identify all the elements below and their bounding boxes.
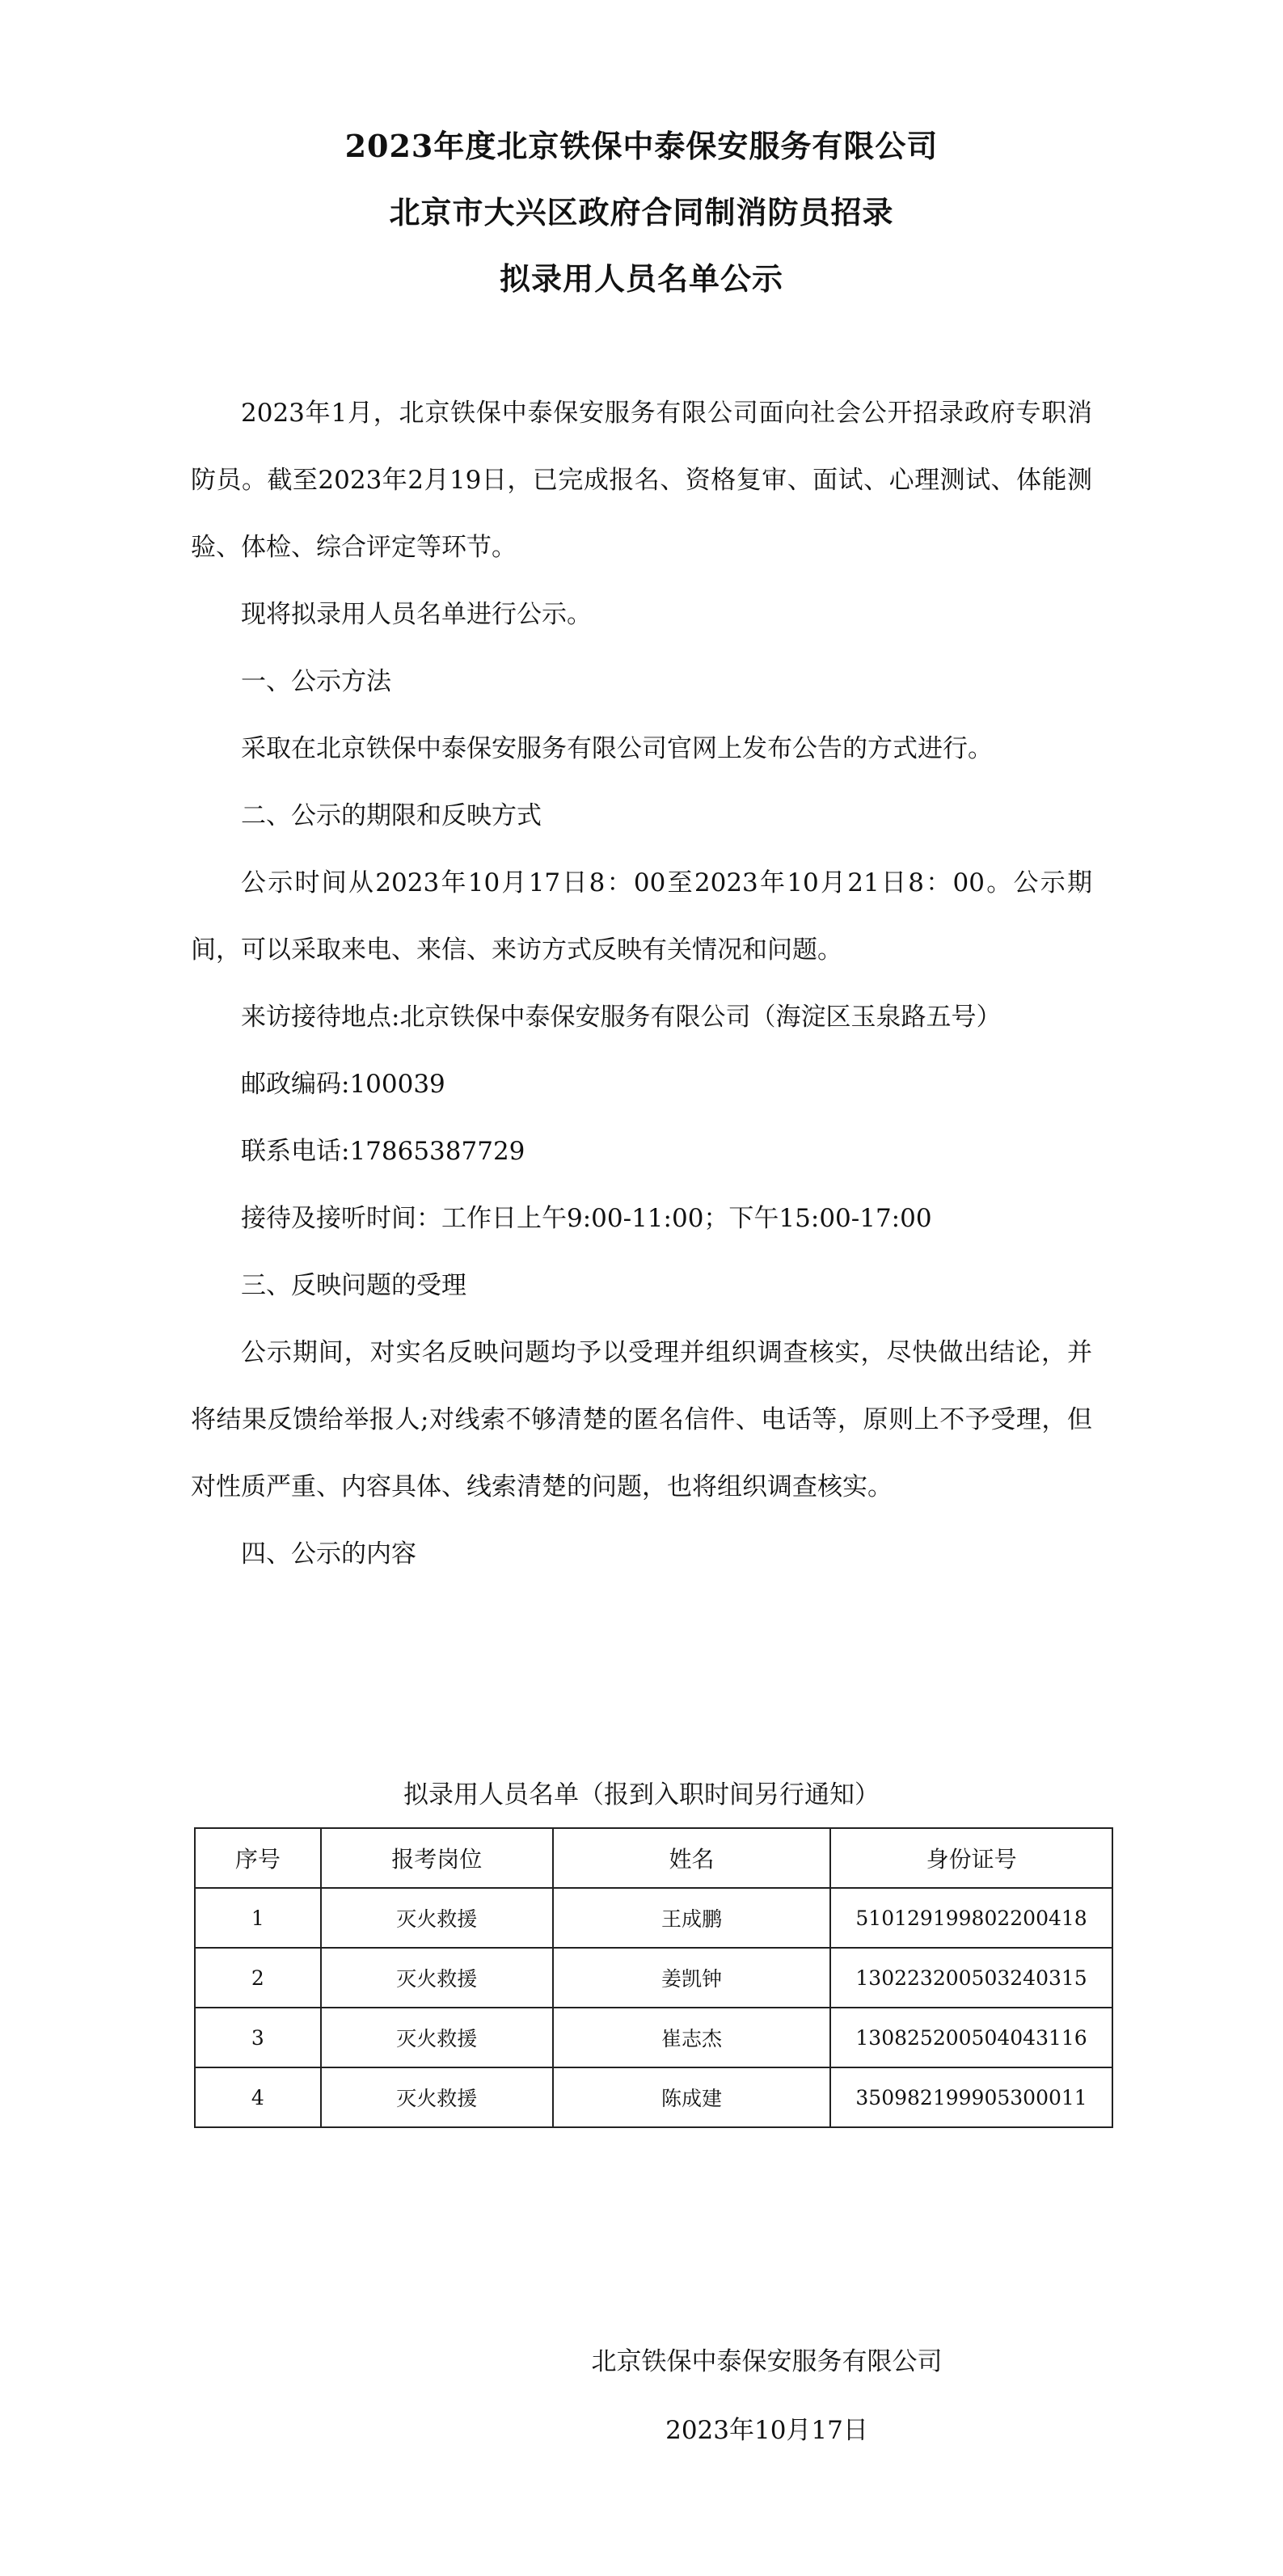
- header-position: 报考岗位: [321, 1828, 553, 1888]
- section-heading-content: 四、公示的内容: [241, 1539, 416, 1569]
- paragraph-handling: 公示期间，对实名反映问题均予以受理并组织调查核实，尽快做出结论，并将结果反馈给举报人;对线索不够清楚的匿名信件、电话等，原则上不予受理，但对性质严重、内容具体、线索清楚的问题，也将组织调查核实。: [191, 1338, 1092, 1501]
- table-row: [195, 1948, 1112, 2008]
- header-id-number: 身份证号: [830, 1828, 1112, 1888]
- paragraph-address: 来访接待地点:北京铁保中泰保安服务有限公司（海淀区玉泉路五号）: [241, 1003, 1002, 1032]
- cell-name: 陈成建: [553, 2067, 830, 2127]
- section-heading-method: 一、公示方法: [241, 667, 391, 696]
- paragraph-period: 公示时间从2023年10月17日8：00至2023年10月21日8：00。公示期间，可以采取来电、来信、来访方式反映有关情况和问题。: [191, 868, 1092, 965]
- cell-position: 灭火救援: [321, 1948, 553, 2008]
- cell-position: 灭火救援: [321, 2067, 553, 2127]
- header-name: 姓名: [553, 1828, 830, 1888]
- table-row: [195, 2008, 1112, 2067]
- cell-id-number: 510129199802200418: [830, 1888, 1112, 1948]
- cell-id-number: 130223200503240315: [830, 1948, 1112, 2008]
- title-line-2: 北京市大兴区政府合同制消防员招录: [389, 194, 894, 230]
- cell-position: 灭火救援: [321, 2008, 553, 2067]
- cell-name: 姜凯钟: [553, 1948, 830, 2008]
- document-body: [191, 380, 1092, 1588]
- signature-organization: 北京铁保中泰保安服务有限公司: [591, 2347, 943, 2376]
- cell-position: 灭火救援: [321, 1888, 553, 1948]
- paragraph-postcode: 邮政编码:100039: [241, 1070, 445, 1099]
- section-heading-handling: 三、反映问题的受理: [241, 1271, 466, 1300]
- cell-index: 2: [195, 1948, 321, 2008]
- cell-index: 3: [195, 2008, 321, 2067]
- paragraph-intro: 2023年1月，北京铁保中泰保安服务有限公司面向社会公开招录政府专职消防员。截至2023年2月19日，已完成报名、资格复审、面试、心理测试、体能测验、体检、综合评定等环节。: [191, 399, 1092, 562]
- cell-id-number: 350982199905300011: [830, 2067, 1112, 2127]
- paragraph-announcement: 现将拟录用人员名单进行公示。: [241, 600, 592, 629]
- cell-id-number: 130825200504043116: [830, 2008, 1112, 2067]
- section-heading-period: 二、公示的期限和反映方式: [241, 801, 542, 830]
- cell-index: 4: [195, 2067, 321, 2127]
- roster-table: [194, 1827, 1113, 2128]
- cell-index: 1: [195, 1888, 321, 1948]
- title-line-3: 拟录用人员名单公示: [499, 260, 783, 297]
- table-caption: 拟录用人员名单（报到入职时间另行通知）: [403, 1780, 880, 1810]
- table-header-row: [195, 1828, 1112, 1888]
- document-title: [0, 113, 1283, 312]
- paragraph-hours: 接待及接听时间：工作日上午9:00-11:00；下午15:00-17:00: [241, 1204, 932, 1233]
- table-row: [195, 1888, 1112, 1948]
- cell-name: 崔志杰: [553, 2008, 830, 2067]
- paragraph-phone: 联系电话:17865387729: [241, 1137, 525, 1166]
- header-index: 序号: [195, 1828, 321, 1888]
- table-row: [195, 2067, 1112, 2127]
- signature-date: 2023年10月17日: [665, 2416, 868, 2445]
- cell-name: 王成鹏: [553, 1888, 830, 1948]
- title-line-1: 2023年度北京铁保中泰保安服务有限公司: [344, 128, 939, 164]
- paragraph-method: 采取在北京铁保中泰保安服务有限公司官网上发布公告的方式进行。: [241, 734, 993, 763]
